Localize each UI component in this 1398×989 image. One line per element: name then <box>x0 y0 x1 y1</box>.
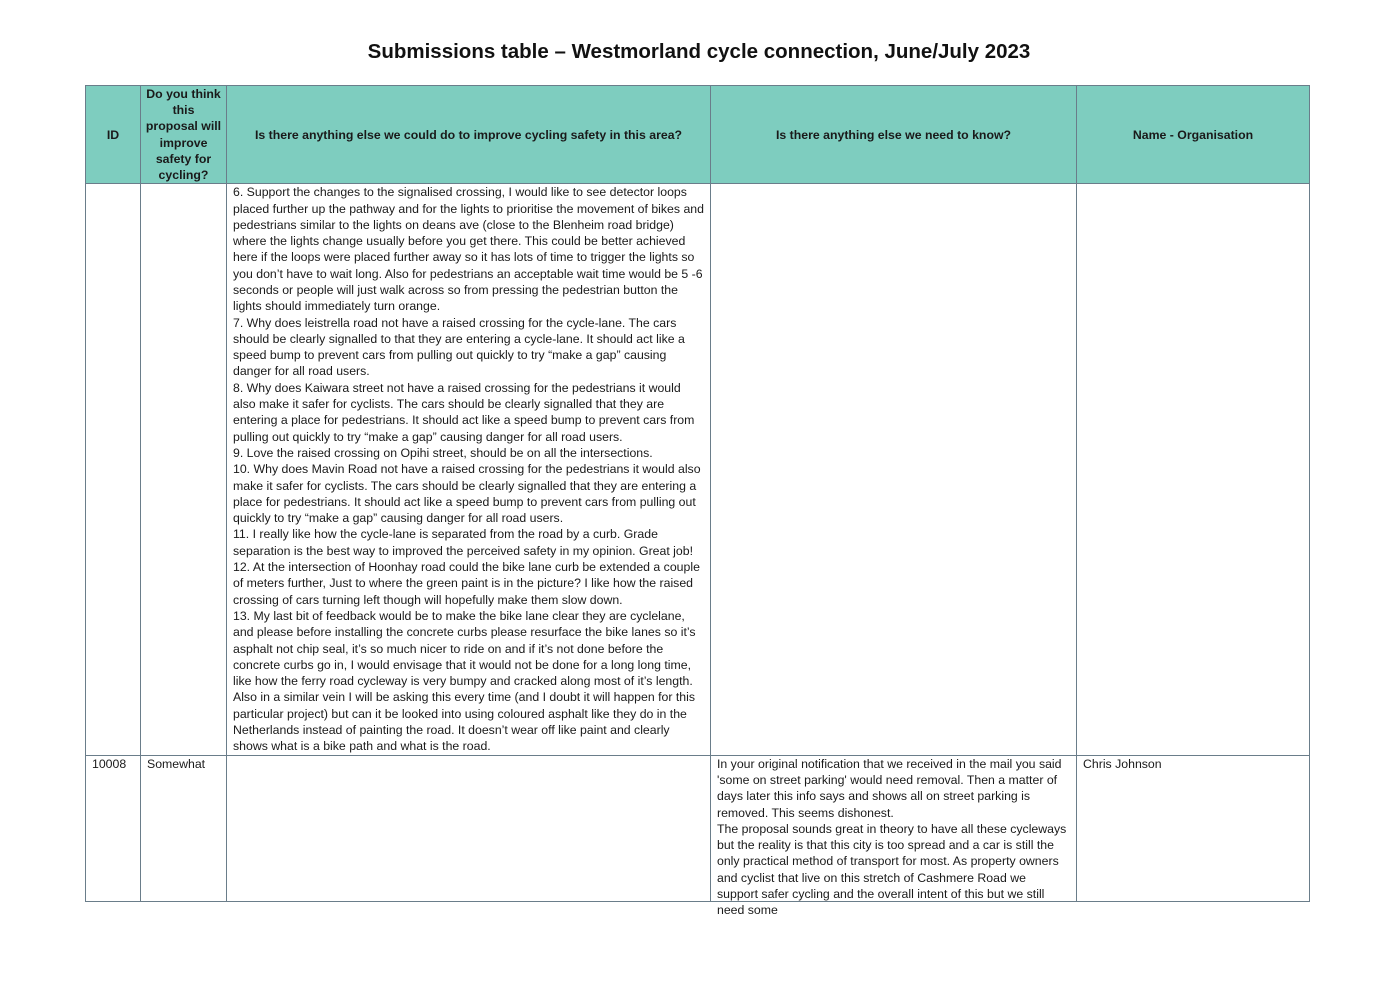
cell-name <box>1077 184 1310 755</box>
cell-know <box>711 184 1077 755</box>
cell-know-wrapper <box>711 755 1077 918</box>
cell-safety <box>141 184 227 755</box>
column-header-name: Name - Organisation <box>1077 86 1310 184</box>
column-header-safety: Do you think this proposal will improve safety for cycling? <box>141 86 227 184</box>
cell-know: In your original notification that we received in the mail you said 'some on street parking' would need removal. Then a matter of days later this info says and shows all on street parking is removed. This seems dishonest. The proposal sounds great in theory to have all these cycleways but the reality is that this city is too spread and a car is still the only practical method of transport for most. As property owners and cyclist that live on this stretch of Cashmere Road we support safer cycling and the overall intent of this but we still need some <box>717 756 1067 918</box>
cell-improve: 6. Support the changes to the signalised crossing, I would like to see detector loops placed further up the pathway and for the lights to prioritise the movement of bikes and pedestrians similar to the lights on deans ave (close to the Blenheim road bridge) where the lights change usually before you get there. This could be better achieved here if the loops were placed further away so it has lots of time to trigger the lights so you don’t have to wait long. Also for pedestrians an acceptable wait time would be 5 -6 seconds or people will just walk across so from pressing the pedestrian button the lights should immediately turn orange. 7. Why does leistrella road not have a raised crossing for the cycle-lane. The cars should be clearly signalled to that they are entering a cycle-lane. It should act like a speed bump to prevent cars from pulling out quickly to try “make a gap” causing danger for all road users. 8. Why does Kaiwara street not have a raised crossing for the pedestrians it would also make it safer for cyclists. The cars should be clearly signalled that they are entering a place for pedestrians. It should act like a speed bump to prevent cars from pulling out quickly to try “make a gap” causing danger for all road users. 9. Love the raised crossing on Opihi street, should be on all the intersections. 10. Why does Mavin Road not have a raised crossing for the pedestrians it would also make it safer for cyclists. The cars should be clearly signalled that they are entering a place for pedestrians. It should act like a speed bump to prevent cars from pulling out quickly to try “make a gap” causing danger for all road users. 11. I really like how the cycle-lane is separated from the road by a curb. Grade separation is the best way to improved the perceived safety in my opinion. Great job! 12. At the intersection of Hoonhay road could the bike lane curb be extended a couple of meters further, Just to where the green paint is in the picture? I like how the raised crossing of cars turning left though will hopefully make them slow down. 13. My last bit of feedback would be to make the bike lane clear they are cyclelane, and please before installing the concrete curbs please resurface the bike lanes so it’s asphalt not chip seal, it’s so much nicer to ride on and if it’s not done before the concrete curbs go in, I would envisage that it would not be done for a long long time, like how the ferry road cycleway is very bumpy and cracked along most of it’s length. Also in a similar vein I will be asking this every time (and I doubt it will happen for this particular project) but can it be looked into using coloured asphalt like they do in the Netherlands instead of painting the road. It doesn’t wear off like paint and clearly shows what is a bike path and what is the road. <box>227 184 711 755</box>
column-header-id: ID <box>86 86 141 184</box>
table-header-row <box>86 86 1310 184</box>
cell-id <box>86 184 141 755</box>
cell-improve <box>227 755 711 901</box>
cell-name: Chris Johnson <box>1077 755 1310 901</box>
page-title: Submissions table – Westmorland cycle connection, June/July 2023 <box>367 40 1031 63</box>
column-header-improve: Is there anything else we could do to improve cycling safety in this area? <box>227 86 711 184</box>
submissions-table <box>85 85 1310 918</box>
column-header-know: Is there anything else we need to know? <box>711 86 1077 184</box>
cell-id: 10008 <box>86 755 141 901</box>
table-row <box>86 184 1310 755</box>
table-row <box>86 755 1310 901</box>
cell-safety: Somewhat <box>141 755 227 901</box>
